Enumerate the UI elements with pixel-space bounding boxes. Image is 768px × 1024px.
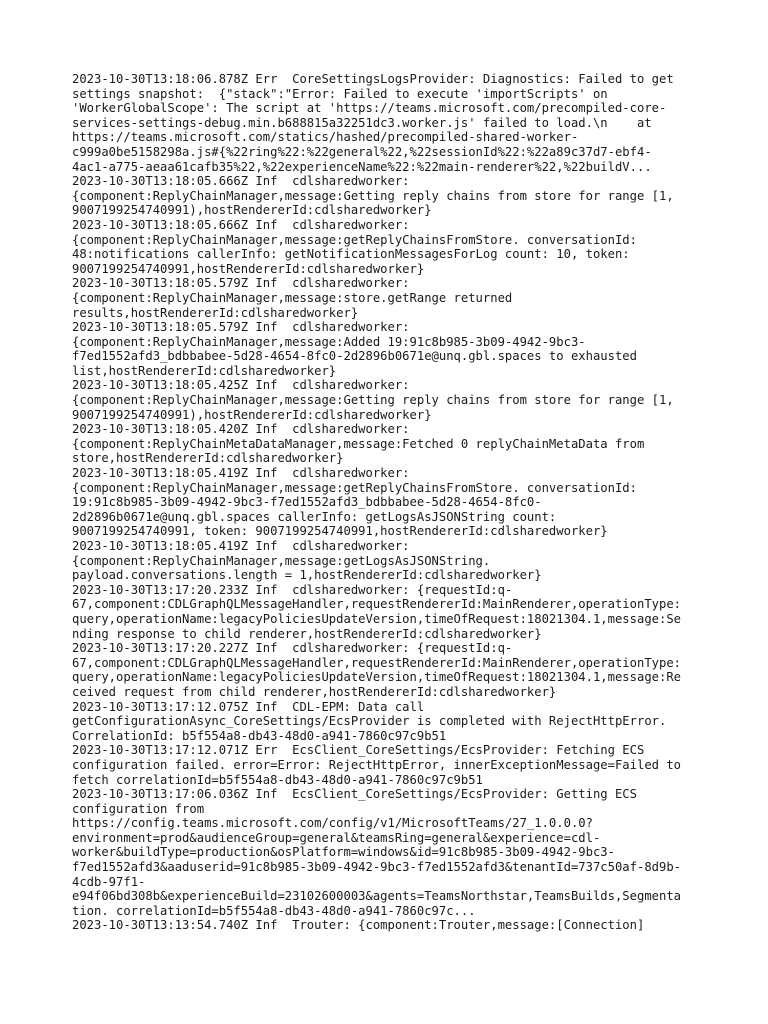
log-line: {component:ReplyChainManager,message:store.getRange returned <box>72 290 513 305</box>
log-line: 2023-10-30T13:18:05.420Z Inf cdlsharedworker: <box>72 422 410 437</box>
log-line: {component:ReplyChainMetaDataManager,message:Fetched 0 replyChainMetaData from <box>72 436 645 451</box>
log-line: query,operationName:legacyPoliciesUpdateVersion,timeOfRequest:18021304.1,message:Se <box>72 611 682 626</box>
log-line: {component:ReplyChainManager,message:getReplyChainsFromStore. conversationId: <box>72 232 637 247</box>
log-line: {component:ReplyChainManager,message:getReplyChainsFromStore. conversationId: <box>72 480 637 495</box>
log-line: c999a0be5158298a.js#{%22ring%22:%22general%22,%22sessionId%22:%22a89c37d7-ebf4- <box>72 144 652 159</box>
log-text-block <box>72 72 702 933</box>
log-line: 2023-10-30T13:13:54.740Z Inf Trouter: {component:Trouter,message:[Connection] <box>72 918 645 933</box>
log-line: 9007199254740991),hostRendererId:cdlsharedworker} <box>72 407 432 422</box>
log-line: CorrelationId: b5f554a8-db43-48d0-a941-7860c97c9b51 <box>72 728 447 743</box>
log-line: 4cdb-97f1- <box>72 874 146 889</box>
log-line: 2023-10-30T13:17:20.233Z Inf cdlsharedworker: {requestId:q- <box>72 582 513 597</box>
log-line: 2023-10-30T13:17:12.075Z Inf CDL-EPM: Data call <box>72 699 425 714</box>
log-line: list,hostRendererId:cdlsharedworker} <box>72 363 337 378</box>
log-line: nding response to child renderer,hostRendererId:cdlsharedworker} <box>72 626 542 641</box>
log-line: 2023-10-30T13:17:06.036Z Inf EcsClient_CoreSettings/EcsProvider: Getting ECS <box>72 787 637 802</box>
log-line: fetch correlationId=b5f554a8-db43-48d0-a941-7860c97c9b51 <box>72 772 483 787</box>
log-line: query,operationName:legacyPoliciesUpdateVersion,timeOfRequest:18021304.1,message:Re <box>72 670 682 685</box>
log-line: 2023-10-30T13:18:05.579Z Inf cdlsharedworker: <box>72 276 410 291</box>
log-line: settings snapshot: {"stack":"Error: Failed to execute 'importScripts' on <box>72 86 608 101</box>
log-line: ceived request from child renderer,hostRendererId:cdlsharedworker} <box>72 684 557 699</box>
log-line: 67,component:CDLGraphQLMessageHandler,requestRendererId:MainRenderer,operationType: <box>72 597 682 612</box>
log-line: e94f06bd308b&experienceBuild=23102600003&agents=TeamsNorthstar,TeamsBuilds,Segmenta <box>72 889 682 904</box>
log-line: 9007199254740991, token: 9007199254740991,hostRendererId:cdlsharedworker} <box>72 524 608 539</box>
log-line: payload.conversations.length = 1,hostRendererId:cdlsharedworker} <box>72 568 542 583</box>
log-line: 2d2896b0671e@unq.gbl.spaces callerInfo: getLogsAsJSONString count: <box>72 509 557 524</box>
log-line: 48:notifications callerInfo: getNotificationMessagesForLog count: 10, token: <box>72 247 630 262</box>
log-line: f7ed1552afd3_bdbbabee-5d28-4654-8fc0-2d2896b0671e@unq.gbl.spaces to exhausted <box>72 349 637 364</box>
log-line: worker&buildType=production&osPlatform=windows&id=91c8b985-3b09-4942-9bc3- <box>72 845 615 860</box>
log-line: 2023-10-30T13:17:12.071Z Err EcsClient_CoreSettings/EcsProvider: Fetching ECS <box>72 743 645 758</box>
log-line: {component:ReplyChainManager,message:Getting reply chains from store for range [1, <box>72 188 674 203</box>
log-line: {component:ReplyChainManager,message:Getting reply chains from store for range [1, <box>72 393 674 408</box>
log-line: environment=prod&audienceGroup=general&teamsRing=general&experience=cdl- <box>72 830 601 845</box>
log-line: 9007199254740991),hostRendererId:cdlsharedworker} <box>72 203 432 218</box>
log-line: 19:91c8b985-3b09-4942-9bc3-f7ed1552afd3_bdbbabee-5d28-4654-8fc0- <box>72 495 542 510</box>
log-line: https://teams.microsoft.com/statics/hashed/precompiled-shared-worker- <box>72 130 579 145</box>
log-line: services-settings-debug.min.b688815a32251dc3.worker.js' failed to load.\n at <box>72 115 652 130</box>
log-line: configuration failed. error=Error: RejectHttpError, innerExceptionMessage=Failed to <box>72 757 682 772</box>
log-line: {component:ReplyChainManager,message:Added 19:91c8b985-3b09-4942-9bc3- <box>72 334 586 349</box>
log-line: 2023-10-30T13:18:05.425Z Inf cdlsharedworker: <box>72 378 410 393</box>
log-line: 2023-10-30T13:18:05.419Z Inf cdlsharedworker: <box>72 466 410 481</box>
log-line: 2023-10-30T13:18:06.878Z Err CoreSettingsLogsProvider: Diagnostics: Failed to get <box>72 72 674 86</box>
log-line: 9007199254740991,hostRendererId:cdlsharedworker} <box>72 261 425 276</box>
log-line: results,hostRendererId:cdlsharedworker} <box>72 305 359 320</box>
log-line: 'WorkerGlobalScope': The script at 'https://teams.microsoft.com/precompiled-core- <box>72 101 667 116</box>
log-line: f7ed1552afd3&aaduserid=91c8b985-3b09-4942-9bc3-f7ed1552afd3&tenantId=737c50af-8d9b- <box>72 860 682 875</box>
log-line: configuration from <box>72 801 205 816</box>
log-line: 2023-10-30T13:18:05.666Z Inf cdlsharedworker: <box>72 217 410 232</box>
log-line: 2023-10-30T13:17:20.227Z Inf cdlsharedworker: {requestId:q- <box>72 641 513 656</box>
log-line: 2023-10-30T13:18:05.579Z Inf cdlsharedworker: <box>72 320 410 335</box>
log-line: tion. correlationId=b5f554a8-db43-48d0-a941-7860c97c... <box>72 903 476 918</box>
log-line: https://config.teams.microsoft.com/config/v1/MicrosoftTeams/27_1.0.0.0? <box>72 816 593 831</box>
log-line: {component:ReplyChainManager,message:getLogsAsJSONString. <box>72 553 491 568</box>
log-line: store,hostRendererId:cdlsharedworker} <box>72 451 344 466</box>
log-line: 2023-10-30T13:18:05.666Z Inf cdlsharedworker: <box>72 174 410 189</box>
log-line: getConfigurationAsync_CoreSettings/EcsProvider is completed with RejectHttpError. <box>72 714 667 729</box>
log-line: 67,component:CDLGraphQLMessageHandler,requestRendererId:MainRenderer,operationType: <box>72 655 682 670</box>
log-line: 4ac1-a775-aeaa61cafb35%22,%22experienceName%22:%22main-renderer%22,%22buildV... <box>72 159 652 174</box>
log-line: 2023-10-30T13:18:05.419Z Inf cdlsharedworker: <box>72 539 410 553</box>
